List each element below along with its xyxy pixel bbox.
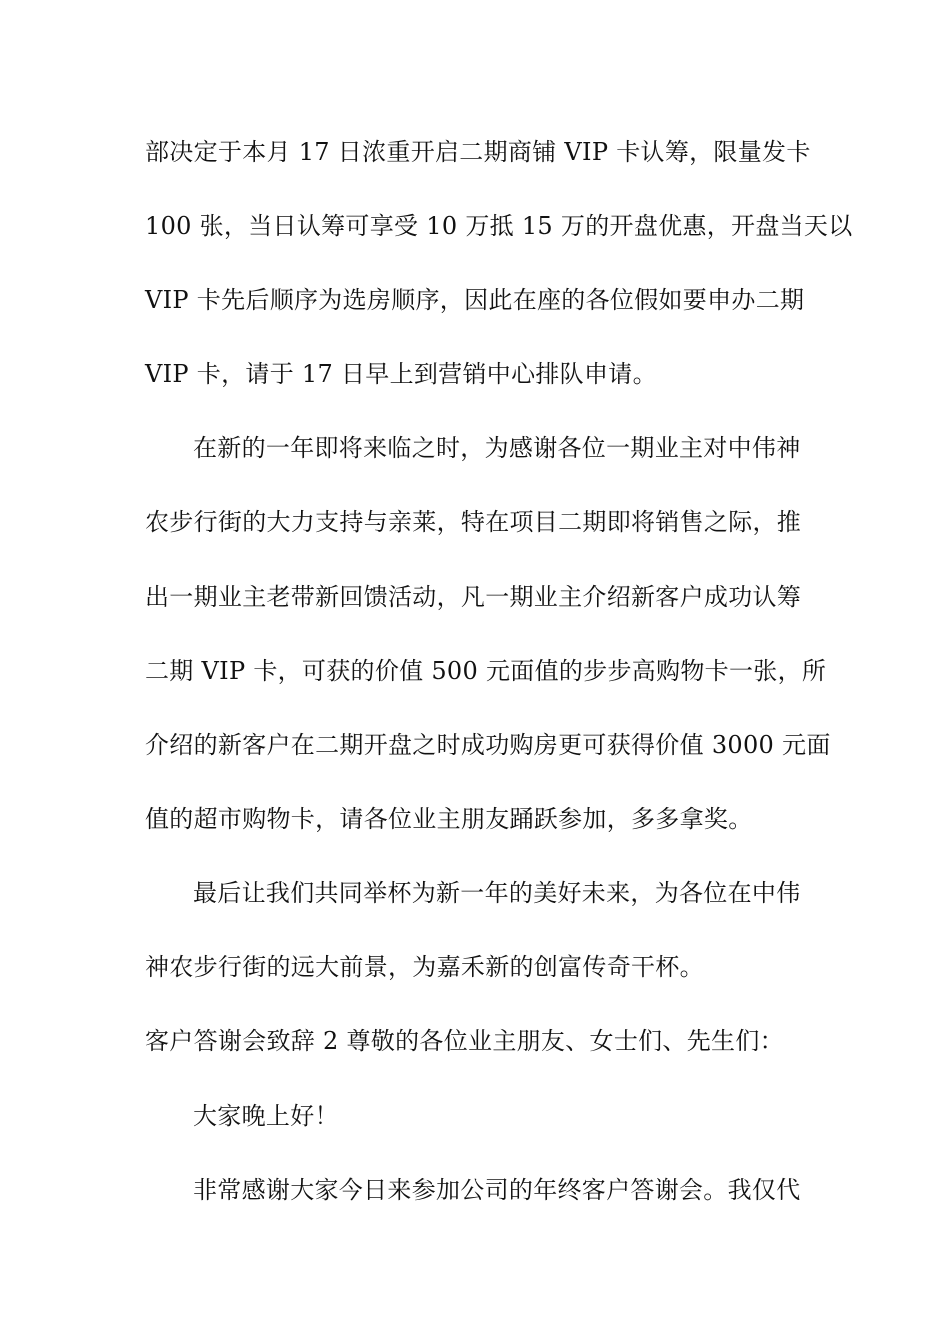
- text-line: 神农步行街的远大前景，为嘉禾新的创富传奇干杯。: [145, 953, 704, 981]
- text-line: 值的超市购物卡，请各位业主朋友踊跃参加，多多拿奖。: [145, 805, 753, 833]
- section-heading-line: 客户答谢会致辞 2 尊敬的各位业主朋友、女士们、先生们：: [145, 1027, 784, 1055]
- paragraph-start-line: 非常感谢大家今日来参加公司的年终客户答谢会。我仅代: [193, 1176, 801, 1204]
- text-line: 二期 VIP 卡，可获的价值 500 元面值的步步高购物卡一张，所: [145, 657, 827, 685]
- text-line: 100 张，当日认筹可享受 10 万抵 15 万的开盘优惠，开盘当天以: [145, 212, 853, 240]
- text-line: 介绍的新客户在二期开盘之时成功购房更可获得价值 3000 元面: [145, 731, 831, 759]
- paragraph-start-line: 最后让我们共同举杯为新一年的美好未来，为各位在中伟: [193, 879, 801, 907]
- greeting-line: 大家晚上好！: [193, 1102, 339, 1130]
- text-line: 出一期业主老带新回馈活动，凡一期业主介绍新客户成功认筹: [145, 583, 802, 611]
- text-line: VIP 卡先后顺序为选房顺序，因此在座的各位假如要申办二期: [145, 286, 805, 314]
- text-line: 部决定于本月 17 日浓重开启二期商铺 VIP 卡认筹，限量发卡: [145, 138, 811, 166]
- text-line: VIP 卡，请于 17 日早上到营销中心排队申请。: [145, 360, 657, 388]
- paragraph-start-line: 在新的一年即将来临之时，为感谢各位一期业主对中伟神: [193, 434, 801, 462]
- text-line: 农步行街的大力支持与亲莱，特在项目二期即将销售之际，推: [145, 508, 802, 536]
